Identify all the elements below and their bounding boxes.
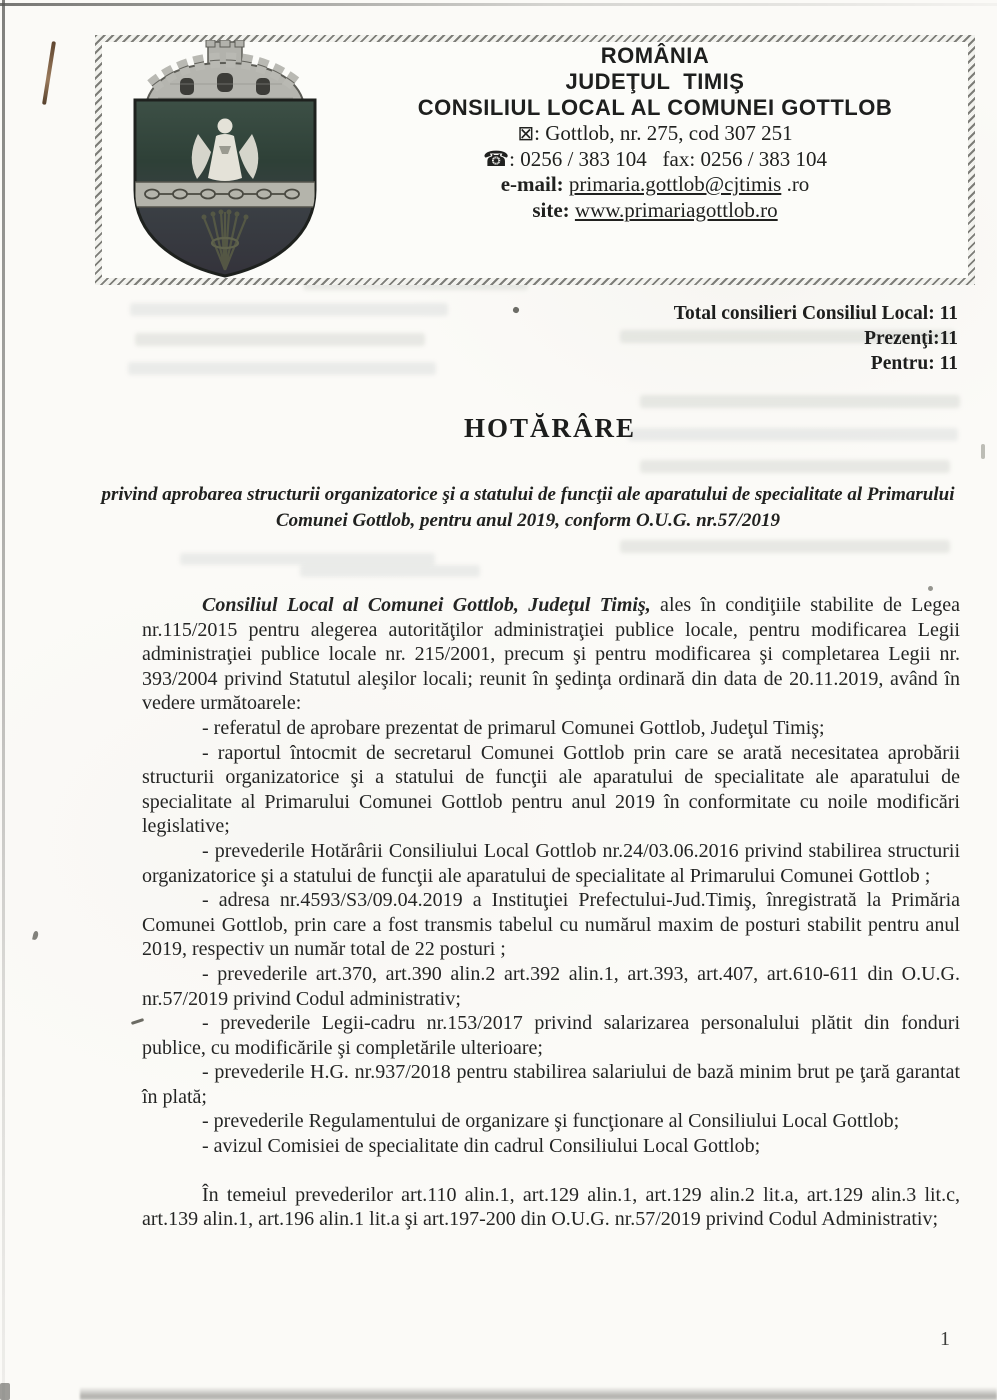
address-line bbox=[340, 121, 970, 147]
scan-left-edge bbox=[2, 0, 5, 1400]
preamble-paragraph bbox=[142, 593, 960, 716]
consideration-item: - referatul de aprobare prezentat de primarul Comunei Gottlob, Judeţul Timiş; bbox=[202, 716, 825, 739]
scan-edge-mark bbox=[981, 444, 985, 459]
page-number: 1 bbox=[940, 1328, 950, 1350]
letterhead-text bbox=[340, 43, 970, 223]
scan-top-edge bbox=[0, 3, 997, 6]
email-line bbox=[340, 172, 970, 198]
document-body bbox=[142, 593, 960, 1232]
bleed-through-artifact bbox=[180, 553, 435, 565]
consideration-item: - adresa nr.4593/S3/09.04.2019 a Instituţiei Prefectului-Jud.Timiş, înregistrată la Primăria Comunei Gottlob, prin care a fost transmis tabelul cu numărul maxim de posturi stabilit pentru anul 2019, respectiv un număr total de 22 posturi ; bbox=[142, 889, 960, 961]
bleed-through-artifact bbox=[640, 460, 950, 473]
consideration-item: - prevederile Legii-cadru nr.153/2017 privind salarizarea personalului plătit din fonduri publice, cu modificările şi completările ulterioare; bbox=[142, 1012, 960, 1059]
envelope-icon: ⊠ bbox=[517, 121, 535, 145]
mural-crown-icon bbox=[146, 40, 304, 104]
phone-line bbox=[340, 147, 970, 173]
phone-icon: ☎ bbox=[482, 146, 510, 171]
bleed-through-artifact bbox=[128, 362, 436, 375]
bleed-through-artifact bbox=[130, 303, 448, 316]
county-name: JUDEŢUL TIMIŞ bbox=[565, 69, 745, 94]
site-link: www.primariagottlob.ro bbox=[574, 197, 778, 222]
councillor-counters bbox=[674, 301, 958, 376]
present-councillors: Prezenţi:11 bbox=[864, 328, 958, 349]
email-label: e-mail: bbox=[500, 172, 569, 196]
consideration-item: - raportul întocmit de secretarul Comunei Gottlob prin care se arată necesitatea aprobării structurii organizatorice şi a statului de funcţii ale aparatului de specialitate ale aparatului de specialitate al Primarului Comunei Gottlob pentru anul 2019 în conformitate cu noile modificări legislative; bbox=[142, 741, 960, 838]
pen-stroke-artifact bbox=[42, 41, 56, 105]
phone-text: : 0256 / 383 104 fax: 0256 / 383 104 bbox=[509, 146, 828, 171]
bleed-through-artifact bbox=[300, 565, 480, 577]
site-label: site: bbox=[532, 197, 575, 222]
site-line bbox=[340, 198, 970, 224]
bleed-through-artifact bbox=[640, 395, 960, 408]
consideration-item: - prevederile Regulamentului de organizare şi funcţionare al Consiliului Local Gottlob; bbox=[202, 1110, 900, 1133]
email-link: primaria.gottlob@cjtimis bbox=[568, 172, 782, 196]
preamble-lead: Consiliul Local al Comunei Gottlob, Judeţul Timiş, bbox=[202, 594, 651, 616]
consideration-item: - prevederile Hotărârii Consiliului Local Gottlob nr.24/03.06.2016 privind stabilirea structurii organizatorice şi a statului de funcţii ale aparatului de specialitate al Primarului Comunei Gottlob ; bbox=[142, 839, 960, 887]
total-councillors: Total consilieri Consiliul Local: 11 bbox=[673, 303, 958, 324]
bleed-through-artifact bbox=[135, 333, 425, 346]
document-title: HOTĂRÂRE bbox=[463, 413, 636, 443]
address-text: : Gottlob, nr. 275, cod 307 251 bbox=[534, 121, 793, 145]
scan-corner-artifact bbox=[0, 1383, 10, 1400]
shield bbox=[135, 100, 315, 276]
coat-of-arms-graphic bbox=[118, 40, 332, 280]
votes-for: Pentru: 11 bbox=[870, 353, 958, 374]
council-name: CONSILIUL LOCAL AL COMUNEI GOTTLOB bbox=[417, 95, 893, 120]
consideration-item: - prevederile H.G. nr.937/2018 pentru stabilirea salariului de bază minim brut pe ţară garantat în plată; bbox=[142, 1061, 960, 1108]
consideration-item: - avizul Comisiei de specialitate din cadrul Consiliului Local Gottlob; bbox=[202, 1135, 761, 1158]
ink-speck bbox=[512, 306, 520, 314]
scan-bottom-shadow bbox=[80, 1387, 997, 1400]
consideration-item: - prevederile art.370, art.390 alin.2 art.392 alin.1, art.393, art.407, art.610-611 din O.U.G. nr.57/2019 privind Codul administrativ; bbox=[142, 962, 960, 1010]
legal-basis-paragraph: În temeiul prevederilor art.110 alin.1, art.129 alin.1, art.129 alin.2 lit.a, art.129 alin.3 lit.c, art.139 alin.1, art.196 alin.1 lit.a şi art.197-200 din O.U.G. nr.57/2019 privind Codul Administrativ; bbox=[142, 1183, 960, 1231]
email-suffix: .ro bbox=[781, 172, 810, 196]
coat-of-arms bbox=[118, 40, 332, 280]
ink-speck bbox=[928, 586, 933, 591]
ornamental-band bbox=[135, 182, 315, 207]
preamble-rest: ales în condiţiile stabilite de Legea nr.115/2015 pentru alegerea autorităţilor administraţiei publice locale, pentru modificarea Legii administraţiei publice locale nr. 215/2001, precum şi pentru modificarea şi completarea Legii nr. 393/2004 privind Statutul aleşilor locali; reunit în şedinţa ordinară din data de 20.11.2019, având în vedere următoarele: bbox=[142, 594, 961, 715]
bleed-through-artifact bbox=[620, 540, 950, 553]
ink-speck bbox=[32, 931, 39, 941]
document-subtitle: privind aprobarea structurii organizatorice şi a statului de funcţii ale aparatului de specialitate al Primarului Comunei Gottlob, pentru anul 2019, conform O.U.G. nr.57/2019 bbox=[101, 484, 955, 531]
country-name: ROMÂNIA bbox=[600, 43, 710, 68]
